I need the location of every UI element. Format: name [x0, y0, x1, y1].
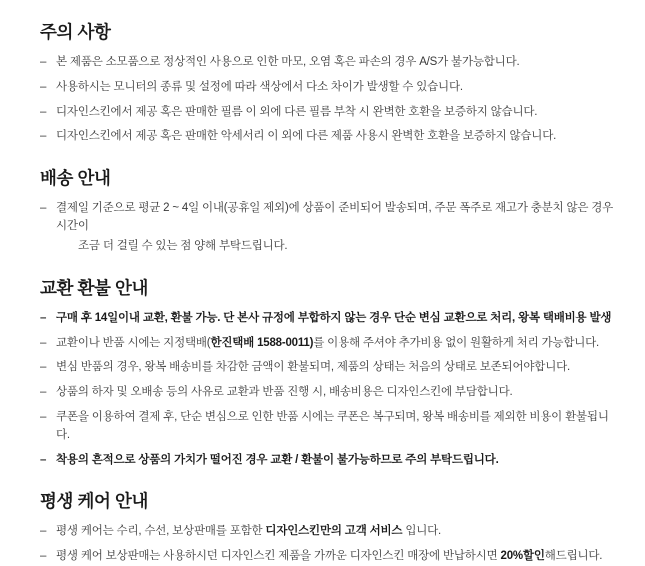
section-title-lifetime-care: 평생 케어 안내: [40, 491, 148, 512]
list-item: [40, 104, 617, 122]
list-item-continuation: 조금 더 걸릴 수 있는 점 양해 부탁드립니다.: [78, 239, 288, 252]
section-caution: [40, 22, 617, 146]
list-item-text: 디자인스킨에서 제공 혹은 판매한 필름 이 외에 다른 필름 부착 시 완벽한 호환을 보증하지 않습니다.: [56, 105, 538, 118]
bullet-dash-icon: –: [40, 361, 47, 374]
list-item: [40, 335, 617, 353]
section-exchange-refund: [40, 278, 617, 470]
list-item-text: 변심 반품의 경우, 왕복 배송비를 차감한 금액이 환불되며, 제품의 상태는 처음의 상태로 보존되어야합니다.: [56, 361, 571, 374]
list-item-text: 사용하시는 모니터의 종류 및 설정에 따라 색상에서 다소 차이가 발생할 수 있습니다.: [56, 80, 463, 93]
bullet-dash-icon: –: [40, 130, 47, 143]
list-item: [40, 384, 617, 402]
bullet-dash-icon: –: [40, 105, 47, 118]
list-item-text: 평생 케어 보상판매는 사용하시던 디자인스킨 제품을 가까운 디자인스킨 매장에 반납하시면: [56, 550, 501, 563]
bullet-dash-icon: –: [40, 202, 47, 215]
list-item: [40, 54, 617, 72]
list-item-text: 교환이나 반품 시에는 지정택배(: [56, 336, 211, 349]
list-item-text: 결제일 기준으로 평균 2 ~ 4일 이내(공휴일 제외)에 상품이 준비되어 발송되며, 주문 폭주로 재고가 충분치 않은 경우 시간이: [56, 202, 614, 233]
caution-list: [40, 54, 617, 146]
list-item: [40, 79, 617, 97]
list-item-text: 평생 케어는 수리, 수선, 보상판매를 포함한: [56, 525, 266, 538]
list-item-emphasis: 디자인스킨만의 고객 서비스: [265, 525, 403, 538]
bullet-dash-icon: –: [40, 453, 47, 466]
list-item: [40, 310, 617, 328]
list-item-text: 를 이용해 주셔야 추가비용 없이 원활하게 처리 가능합니다.: [313, 336, 600, 349]
section-shipping: [40, 168, 617, 255]
section-title-exchange-refund: 교환 환불 안내: [40, 277, 148, 298]
exchange-refund-list: [40, 310, 617, 470]
list-item: [40, 452, 617, 470]
bullet-dash-icon: –: [40, 550, 47, 563]
bullet-dash-icon: –: [40, 80, 47, 93]
list-item-emphasis: 구매 후 14일이내 교환, 환불 가능. 단 본사 규정에 부합하지 않는 경우 단순 변심 교환으로 처리, 왕복 택배비용 발생: [56, 311, 612, 324]
bullet-dash-icon: –: [40, 336, 47, 349]
list-item: [40, 409, 617, 445]
list-item-text: 상품의 하자 및 오배송 등의 사유로 교환과 반품 진행 시, 배송비용은 디자인스킨에 부담합니다.: [56, 386, 513, 399]
bullet-dash-icon: –: [40, 56, 47, 68]
shipping-list: [40, 200, 617, 255]
section-title-caution: 주의 사항: [40, 22, 111, 42]
bullet-dash-icon: –: [40, 386, 47, 399]
list-item-emphasis: 20%할인: [500, 550, 545, 563]
list-item: [40, 200, 617, 255]
section-title-shipping: 배송 안내: [40, 168, 111, 189]
list-item-text: 본 제품은 소모품으로 정상적인 사용으로 인한 마모, 오염 혹은 파손의 경우 A/S가 불가능합니다.: [56, 56, 520, 68]
bullet-dash-icon: –: [40, 311, 47, 324]
lifetime-care-list: [40, 523, 617, 566]
list-item-text: 쿠폰을 이용하여 결제 후, 단순 변심으로 인한 반품 시에는 쿠폰은 복구되며, 왕복 배송비를 제외한 비용이 환불됩니다.: [56, 410, 609, 441]
section-lifetime-care: [40, 491, 617, 566]
list-item-text: 해드립니다.: [544, 550, 603, 563]
list-item: [40, 359, 617, 377]
bullet-dash-icon: –: [40, 525, 47, 538]
list-item-text: 입니다.: [402, 525, 442, 538]
list-item: [40, 523, 617, 541]
list-item: [40, 128, 617, 146]
bullet-dash-icon: –: [40, 410, 47, 423]
list-item-emphasis: 한진택배 1588-0011): [210, 336, 314, 349]
list-item-emphasis: 착용의 흔적으로 상품의 가치가 떨어진 경우 교환 / 환불이 불가능하므로 주의 부탁드립니다.: [56, 453, 499, 466]
list-item: [40, 548, 617, 566]
list-item-text: 디자인스킨에서 제공 혹은 판매한 악세서리 이 외에 다른 제품 사용시 완벽한 호환을 보증하지 않습니다.: [56, 130, 557, 143]
